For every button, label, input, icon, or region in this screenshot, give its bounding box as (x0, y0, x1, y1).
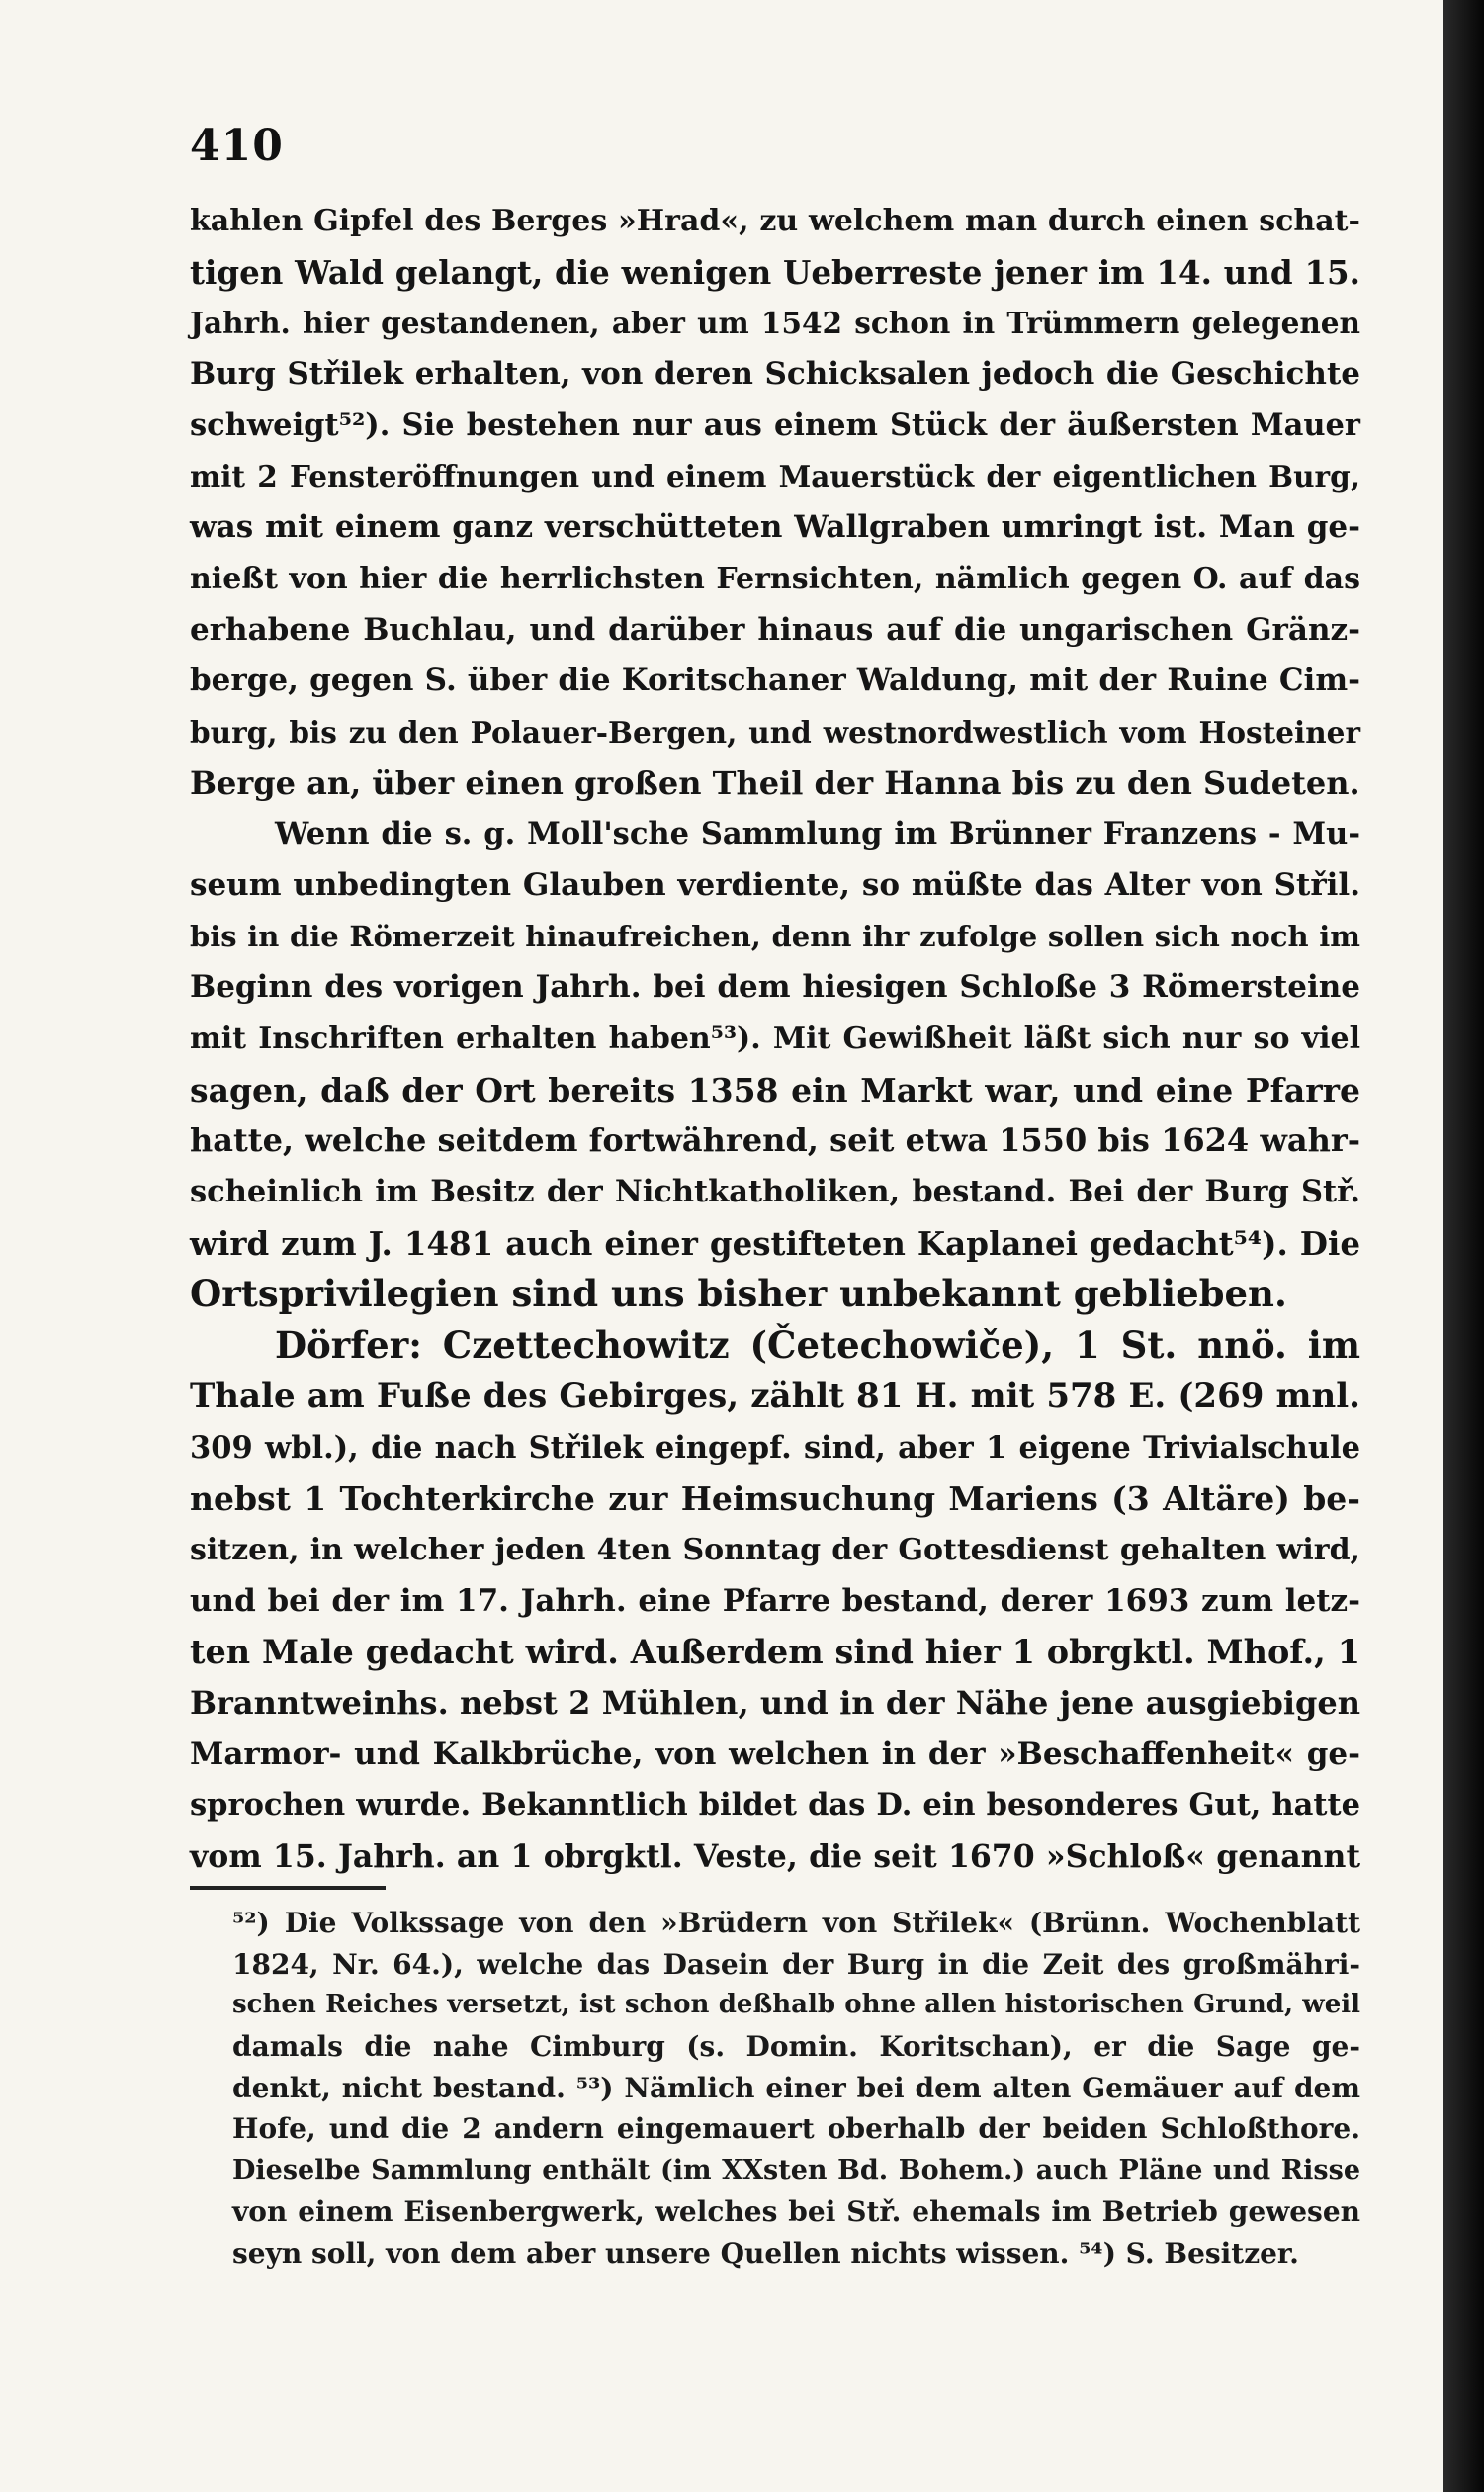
text-line: mit 2 Fensteröffnungen und einem Mauerstück der eigentlichen Burg, (190, 459, 1360, 494)
text-line: sitzen, in welcher jeden 4ten Sonntag der Gottesdienst gehalten wird, (190, 1532, 1360, 1567)
text-line: scheinlich im Besitz der Nichtkatholiken, bestand. Bei der Burg Stř. (190, 1174, 1360, 1210)
main-text (190, 196, 1360, 1883)
text-line: hatte, welche seitdem fortwährend, seit etwa 1550 bis 1624 wahr- (190, 1121, 1360, 1160)
footnote-line: Dieselbe Sammlung enthält (im XXsten Bd. Bohem.) auch Pläne und Risse (232, 2155, 1360, 2186)
text-line: Burg Střilek erhalten, von deren Schicksalen jedoch die Geschichte (190, 356, 1360, 393)
text-line: burg, bis zu den Polauer-Bergen, und westnordwestlich vom Hosteiner (190, 714, 1360, 750)
text-line: erhabene Buchlau, und darüber hinaus auf die ungarischen Gränz- (190, 611, 1360, 648)
text-line: ten Male gedacht wird. Außerdem sind hier 1 obrgktl. Mhof., 1 (190, 1633, 1360, 1672)
footnote-line: seyn soll, von dem aber unsere Quellen nichts wissen. ⁵⁴) S. Besitzer. (232, 2236, 1299, 2270)
footnote-line: schen Reiches versetzt, ist schon deßhalb ohne allen historischen Grund, weil (232, 1990, 1360, 2020)
text-line: Berge an, über einen großen Theil der Hanna bis zu den Sudeten. (190, 763, 1360, 802)
footnote-line: von einem Eisenbergwerk, welches bei Stř. ehemals im Betrieb gewesen (232, 2194, 1360, 2228)
text-line: mit Inschriften erhalten haben⁵³). Mit Gewißheit läßt sich nur so viel (190, 1022, 1360, 1056)
footnotes (232, 1903, 1360, 2273)
text-line: und bei der im 17. Jahrh. eine Pfarre bestand, derer 1693 zum letz- (190, 1582, 1360, 1619)
text-line: Thale am Fuße des Gebirges, zählt 81 H. mit 578 E. (269 mnl. (190, 1376, 1360, 1416)
text-line: Jahrh. hier gestandenen, aber um 1542 schon in Trümmern gelegenen (190, 306, 1360, 341)
text-line: berge, gegen S. über die Koritschaner Waldung, mit der Ruine Cim- (190, 663, 1360, 699)
footnote-divider (190, 1886, 386, 1890)
text-line: seum unbedingten Glauben verdiente, so müßte das Alter von Střil. (190, 866, 1360, 903)
text-line: bis in die Römerzeit hinaufreichen, denn ihr zufolge sollen sich noch im (190, 919, 1360, 953)
text-line: 309 wbl.), die nach Střilek eingepf. sind, aber 1 eigene Trivialschule (190, 1429, 1360, 1466)
footnote-line: ⁵²) Die Volkssage von den »Brüdern von Střilek« (Brünn. Wochenblatt (232, 1907, 1360, 1939)
text-line: Wenn die s. g. Moll'sche Sammlung im Brünner Franzens - Mu- (275, 816, 1360, 852)
footnote-line: 1824, Nr. 64.), welche das Dasein der Burg in die Zeit des großmähri- (232, 1947, 1360, 1981)
text-line: Beginn des vorigen Jahrh. bei dem hiesigen Schloße 3 Römersteine (190, 969, 1360, 1006)
footnote-line: Hofe, und die 2 andern eingemauert oberhalb der beiden Schloßthore. (232, 2112, 1360, 2146)
text-line: kahlen Gipfel des Berges »Hrad«, zu welchem man durch einen schat- (190, 204, 1360, 238)
scan-edge (1443, 0, 1484, 2492)
footnote-line: denkt, nicht bestand. ⁵³) Nämlich einer bei dem alten Gemäuer auf dem (232, 2071, 1360, 2104)
text-line: schweigt⁵²). Sie bestehen nur aus einem Stück der äußersten Mauer (190, 406, 1360, 443)
text-line: was mit einem ganz verschütteten Wallgraben umringt ist. Man ge- (190, 509, 1360, 546)
text-line: Marmor- und Kalkbrüche, von welchen in der »Beschaffenheit« ge- (190, 1736, 1360, 1772)
text-line: Branntweinhs. nebst 2 Mühlen, und in der Nähe jene ausgiebigen (190, 1683, 1360, 1722)
text-line: nebst 1 Tochterkirche zur Heimsuchung Mariens (3 Altäre) be- (190, 1479, 1360, 1519)
text-line: sagen, daß der Ort bereits 1358 ein Markt war, und eine Pfarre (190, 1070, 1360, 1110)
text-line: wird zum J. 1481 auch einer gestifteten Kaplanei gedacht⁵⁴). Die (190, 1223, 1360, 1263)
footnote-line: damals die nahe Cimburg (s. Domin. Koritschan), er die Sage ge- (232, 2030, 1360, 2064)
text-line: Ortsprivilegien sind uns bisher unbekannt geblieben. (190, 1272, 1287, 1316)
text-line: nießt von hier die herrlichsten Fernsichten, nämlich gegen O. auf das (190, 561, 1360, 596)
text-line: tigen Wald gelangt, die wenigen Ueberreste jener im 14. und 15. (190, 252, 1360, 292)
page-number: 410 (190, 121, 284, 171)
text-line: sprochen wurde. Bekanntlich bildet das D. ein besonderes Gut, hatte (190, 1787, 1360, 1824)
text-line: Dörfer: Czettechowitz (Četechowiče), 1 St. nnö. im (275, 1323, 1360, 1368)
text-line: vom 15. Jahrh. an 1 obrgktl. Veste, die seit 1670 »Schloß« genannt (190, 1838, 1360, 1875)
